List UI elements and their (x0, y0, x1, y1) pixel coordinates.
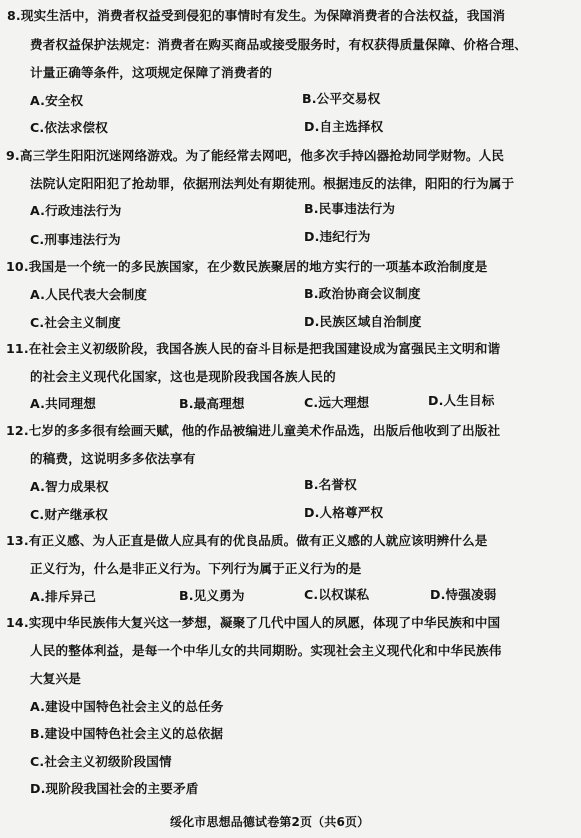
q10-option-c: C.社会主义制度 (30, 315, 121, 330)
q14-option-b: B.建设中国特色社会主义的总依据 (30, 726, 224, 741)
page-footer: 绥化市思想品德试卷第2页（共6页） (170, 815, 370, 829)
q13-option-c: C.以权谋私 (304, 587, 370, 602)
q8-stem-line2: 费者权益保护法规定：消费者在购买商品或接受服务时，有权获得质量保障、价格合理、 (30, 37, 528, 52)
q11-stem-line1: 11.在社会主义初级阶段，我国各族人民的奋斗目标是把我国建设成为富强民主文明和谐 (6, 341, 501, 356)
q14-option-c: C.社会主义初级阶段国情 (30, 754, 172, 769)
q9-option-c: C.刑事违法行为 (30, 232, 121, 247)
q8-option-d: D.自主选择权 (304, 119, 384, 134)
q10-option-b: B.政治协商会议制度 (304, 286, 421, 301)
q12-option-b: B.名誉权 (304, 477, 357, 492)
q8-stem-line3: 计量正确等条件，这项规定保障了消费者的 (30, 65, 273, 80)
q13-option-b: B.见义勇为 (179, 588, 245, 603)
q12-option-c: C.财产继承权 (30, 507, 109, 522)
q10-option-d: D.民族区域自治制度 (304, 314, 422, 329)
q12-stem-line2: 的稿费，这说明多多依法享有 (30, 451, 196, 466)
q9-stem-line1: 9.高三学生阳阳沉迷网络游戏。为了能经常去网吧，他多次手持凶器抢劫同学财物。人民 (6, 148, 505, 163)
q9-stem-line2: 法院认定阳阳犯了抢劫罪，依据刑法判处有期徒刑。根据违反的法律，阳阳的行为属于 (30, 176, 515, 191)
q8-stem-line1: 8.现实生活中，消费者权益受到侵犯的事情时有发生。为保障消费者的合法权益，我国消 (7, 8, 506, 23)
q8-option-a: A.安全权 (30, 93, 84, 108)
q11-option-c: C.远大理想 (304, 395, 370, 410)
q8-option-b: B.公平交易权 (302, 91, 381, 106)
q12-option-a: A.智力成果权 (30, 479, 109, 494)
q10-option-a: A.人民代表大会制度 (30, 287, 148, 302)
q11-option-a: A.共同理想 (30, 396, 97, 411)
q11-stem-line2: 的社会主义现代化国家，这也是现阶段我国各族人民的 (30, 369, 336, 384)
q11-option-b: B.最高理想 (179, 396, 245, 411)
q14-option-a: A.建设中国特色社会主义的总任务 (30, 699, 224, 714)
q13-option-a: A.排斥异己 (30, 589, 97, 604)
q13-stem-line1: 13.有正义感、为人正直是做人应具有的优良品质。做有正义感的人就应该明辨什么是 (6, 533, 488, 548)
q14-stem-line2: 人民的整体利益，是每一个中华儿女的共同期盼。实现社会主义现代化和中华民族伟 (30, 643, 502, 658)
q14-option-d: D.现阶段我国社会的主要矛盾 (30, 781, 199, 796)
q12-option-d: D.人格尊严权 (304, 505, 384, 520)
q14-stem-line3: 大复兴是 (30, 671, 81, 686)
q9-option-a: A.行政违法行为 (30, 203, 122, 218)
q11-option-d: D.人生目标 (428, 393, 495, 408)
q9-option-d: D.违纪行为 (304, 229, 371, 244)
q8-option-c: C.依法求偿权 (30, 120, 109, 135)
q13-stem-line2: 正义行为，什么是非正义行为。下列行为属于正义行为的是 (30, 561, 362, 576)
q9-option-b: B.民事违法行为 (304, 201, 396, 216)
q10-stem-line1: 10.我国是一个统一的多民族国家，在少数民族聚居的地方实行的一项基本政治制度是 (6, 259, 488, 274)
q14-stem-line1: 14.实现中华民族伟大复兴这一梦想，凝聚了几代中国人的夙愿，体现了中华民族和中国 (6, 615, 501, 630)
q13-option-d: D.恃强凌弱 (430, 587, 497, 602)
q12-stem-line1: 12.七岁的多多很有绘画天赋，他的作品被编进儿童美术作品选，出版后他收到了出版社 (6, 423, 501, 438)
